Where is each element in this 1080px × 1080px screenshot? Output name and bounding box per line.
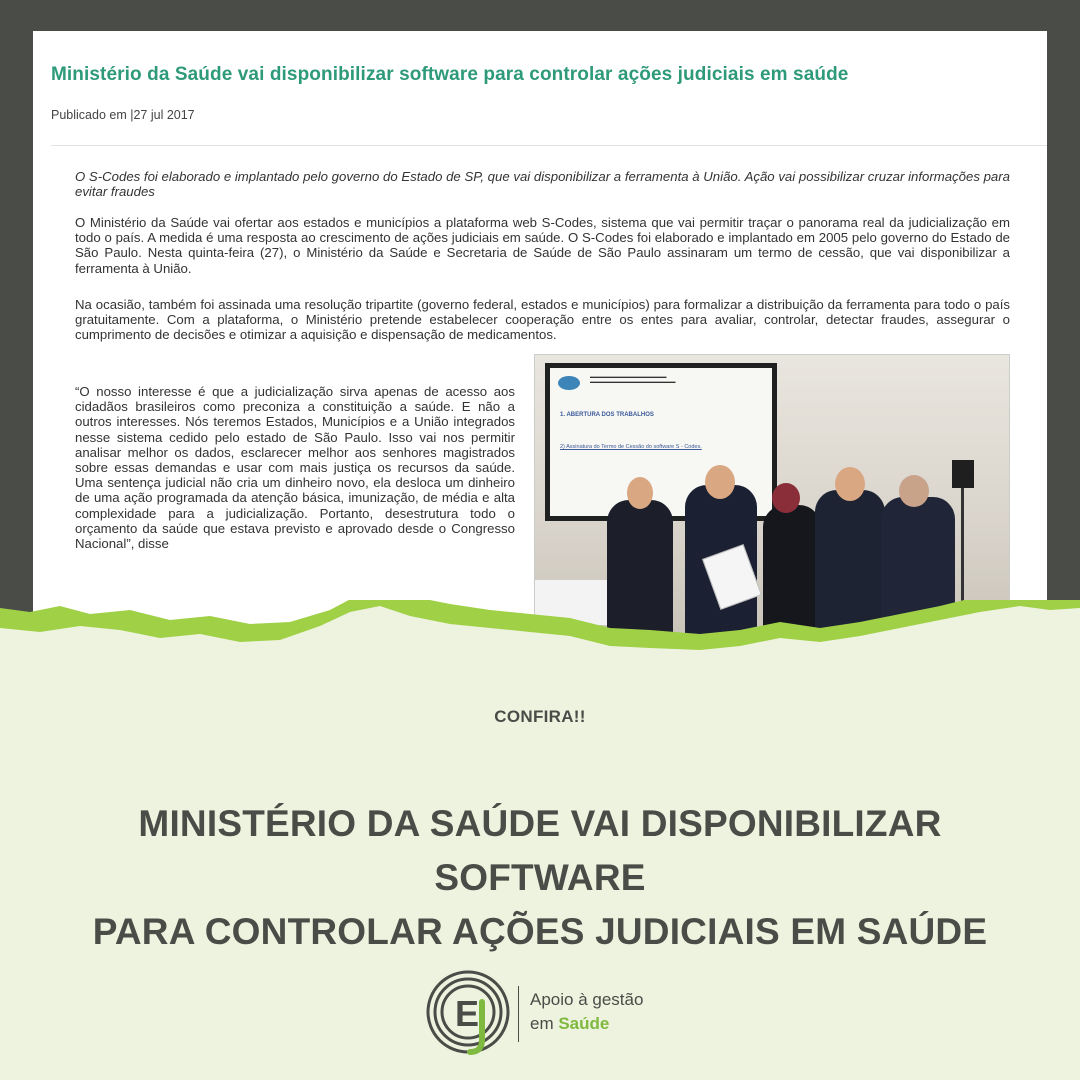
article-title[interactable]: Ministério da Saúde vai disponibilizar software para controlar ações judiciais em saúde [51, 64, 849, 85]
brand-line-2 [530, 1014, 609, 1034]
speaker-icon [952, 460, 974, 488]
banner-headline [40, 797, 1040, 959]
headline-line-2: PARA CONTROLAR AÇÕES JUDICIAIS EM SAÚDE [92, 911, 988, 952]
article-paragraph-1: O Ministério da Saúde vai ofertar aos estados e municípios a plataforma web S-Codes, sistema que vai permitir traçar o panorama real da judicialização em todo o país. A medida é uma resposta ao crescimento de ações judiciais em saúde. O S-Codes foi elaborado e implantado em 2005 pelo governo do Estado de São Paulo. Nesta quinta-feira (27), o Ministério da Saúde e Secretaria de Saúde de São Paulo assinaram um termo de cessão, que vai disponibilizar a ferramenta à União. [75, 215, 1010, 276]
brand-line-2-prefix: em [530, 1014, 559, 1033]
person-3-head [772, 483, 800, 513]
article-quote: “O nosso interesse é que a judicialização sirva apenas de acesso aos cidadãos brasileiros como preconiza a constituição a saúde. E não a outros interesses. Nós teremos Estados, Municípios e a União integrados nesse sistema cedido pelo estado de São Paulo. Isso vai nos permitir analisar melhor os dados, esclarecer melhor aos senhores magistrados sobre essas demandas e usar com mais justiça os recursos da saúde. Uma sentença judicial não cria um dinheiro novo, ela desloca um dinheiro de uma ação programada da atenção básica, imunização, de média e alta complexidade para a judicialização. Portanto, desestrutura todo o orçamento da saúde que estava previsto e aprovado desde o Congresso Nacional”, disse [75, 384, 515, 552]
brand-highlight: Saúde [558, 1014, 610, 1033]
brand-line-1: Apoio à gestão [530, 990, 644, 1009]
person-4-head [835, 467, 865, 501]
brand-logo [424, 968, 664, 1058]
article-screenshot [33, 31, 1047, 651]
screen-line-2: 2) Assinatura do Termo de Cessão do software S - Codes. [560, 444, 702, 450]
article-paragraph-2: Na ocasião, também foi assinada uma resolução tripartite (governo federal, estados e municípios) para formalizar a distribuição da ferramenta para todo o país gratuitamente. Com a plataforma, o Ministério pretende estabelecer cooperação entre os entes para avaliar, controlar, detectar fraudes, assegurar o cumprimento de decisões e otimizar a aquisição e dispensação de medicamentos. [75, 297, 1010, 343]
headline-line-1: MINISTÉRIO DA SAÚDE VAI DISPONIBILIZAR SOFTWARE [138, 803, 942, 898]
brand-divider [518, 986, 519, 1042]
ej-monogram-icon [424, 968, 516, 1060]
divider [51, 145, 1047, 146]
published-date: Publicado em |27 jul 2017 [51, 108, 195, 122]
person-5-head [899, 475, 929, 507]
person-2-head [705, 465, 735, 499]
screen-header: ▬▬▬▬▬▬▬▬▬▬▬▬▬▬▬▬▬ ▬▬▬▬▬▬▬▬▬▬▬▬▬▬▬▬▬▬▬ [590, 374, 676, 384]
person-1-head [627, 477, 653, 509]
monogram-e: E [455, 993, 480, 1034]
screen-logo-icon [558, 376, 580, 390]
speaker-stand [961, 488, 964, 608]
article-lead: O S-Codes foi elaborado e implantado pelo governo do Estado de SP, que vai disponibilizar a ferramenta à União. Ação vai possibilizar cruzar informações para evitar fraudes [75, 169, 1010, 200]
kicker-label: CONFIRA!! [494, 707, 586, 726]
screen-line-1: 1. ABERTURA DOS TRABALHOS [560, 412, 654, 418]
